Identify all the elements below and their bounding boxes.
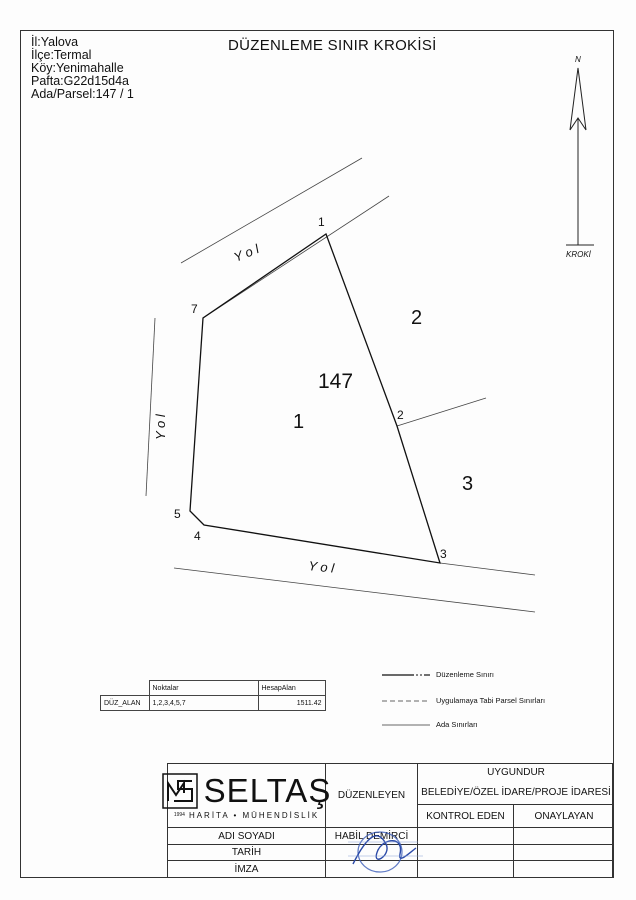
kontrol-eden-header: KONTROL EDEN [418,805,514,828]
onay-name-cell [514,828,614,845]
table-cell-area: 1511.42 [258,696,325,711]
legend-line-thin-icon [382,722,430,728]
legend-item-duzenleme [382,670,494,679]
parcel-label-2: 2 [411,307,423,329]
legend-label: Ada Sınırları [436,720,478,729]
point-label-2: 2 [397,408,404,422]
authority-header: BELEDİYE/ÖZEL İDARE/PROJE İDARESİ [418,781,614,805]
company-logo-cell [168,764,332,828]
point-label-5: 5 [174,507,181,521]
points-table [100,680,326,711]
road-edge-bottom-right [440,563,535,575]
point-label-4: 4 [194,529,201,543]
table-cell-name: DÜZ_ALAN [101,696,150,711]
tarih-label: TARİH [168,845,326,861]
road-label-top: Y o l [231,241,262,265]
legend-label: Uygulamaya Tabi Parsel Sınırları [436,696,546,705]
road-label-bottom: Y o l [307,558,335,576]
table-cell-points: 1,2,3,4,5,7 [149,696,258,711]
table-header-noktalar: Noktalar [149,681,258,696]
ada-parsel-text: Ada/Parsel:147 / 1 [31,87,134,101]
point-label-1: 1 [318,215,325,229]
table-row [101,696,326,711]
preparer-name: HABİL DEMİRCİ [326,828,418,845]
onaylayan-header: ONAYLAYAN [514,805,614,828]
road-edge-top-outer [181,158,362,263]
legend-line-dashed-icon [382,698,430,704]
uygundur-header: UYGUNDUR [487,767,545,778]
legend-item-uygulamaya [382,696,545,705]
parcel-label-3: 3 [462,473,474,495]
table-header-hesapalan: HesapAlan [258,681,325,696]
ilce-text: İlçe:Termal [31,48,92,62]
road-edge-left-outer [146,318,155,496]
company-year: 1994 [173,812,185,818]
pafta-text: Pafta:G22d15d4a [31,74,129,88]
legend-label: Düzenleme Sınırı [436,670,494,679]
legend-line-solid-dot-icon [382,672,430,678]
kroki-label: KROKİ [566,250,591,259]
company-name: SELTAŞ [203,771,332,809]
il-text: İl:Yalova [31,35,79,49]
parcel-boundary [190,234,440,563]
imza-label: İMZA [168,861,326,877]
company-sub: HARİTA • MÜHENDİSLİK [188,810,320,820]
duzenleyen-header: DÜZENLEYEN [326,764,418,828]
title-block [167,763,613,878]
point-label-7: 7 [191,302,198,316]
north-label: N [575,55,581,64]
north-arrow-icon [566,55,594,259]
point-label-3: 3 [440,547,447,561]
tarih-onay-cell [514,845,614,861]
page-title: DÜZENLEME SINIR KROKİSİ [228,37,437,54]
road-edge-bottom-outer [174,568,535,612]
parcel-label-1: 1 [293,411,305,433]
legend-item-ada [382,720,478,729]
koy-text: Köy:Yenimahalle [31,61,124,75]
ada-number: 147 [318,370,354,393]
table-header-empty [101,681,150,696]
parcel-border-2-3 [397,398,486,426]
signature-icon [308,824,438,879]
road-label-left: Y o l [153,414,168,440]
adi-soyadi-label: ADI SOYADI [168,828,326,845]
seltas-logo-icon [162,773,198,809]
